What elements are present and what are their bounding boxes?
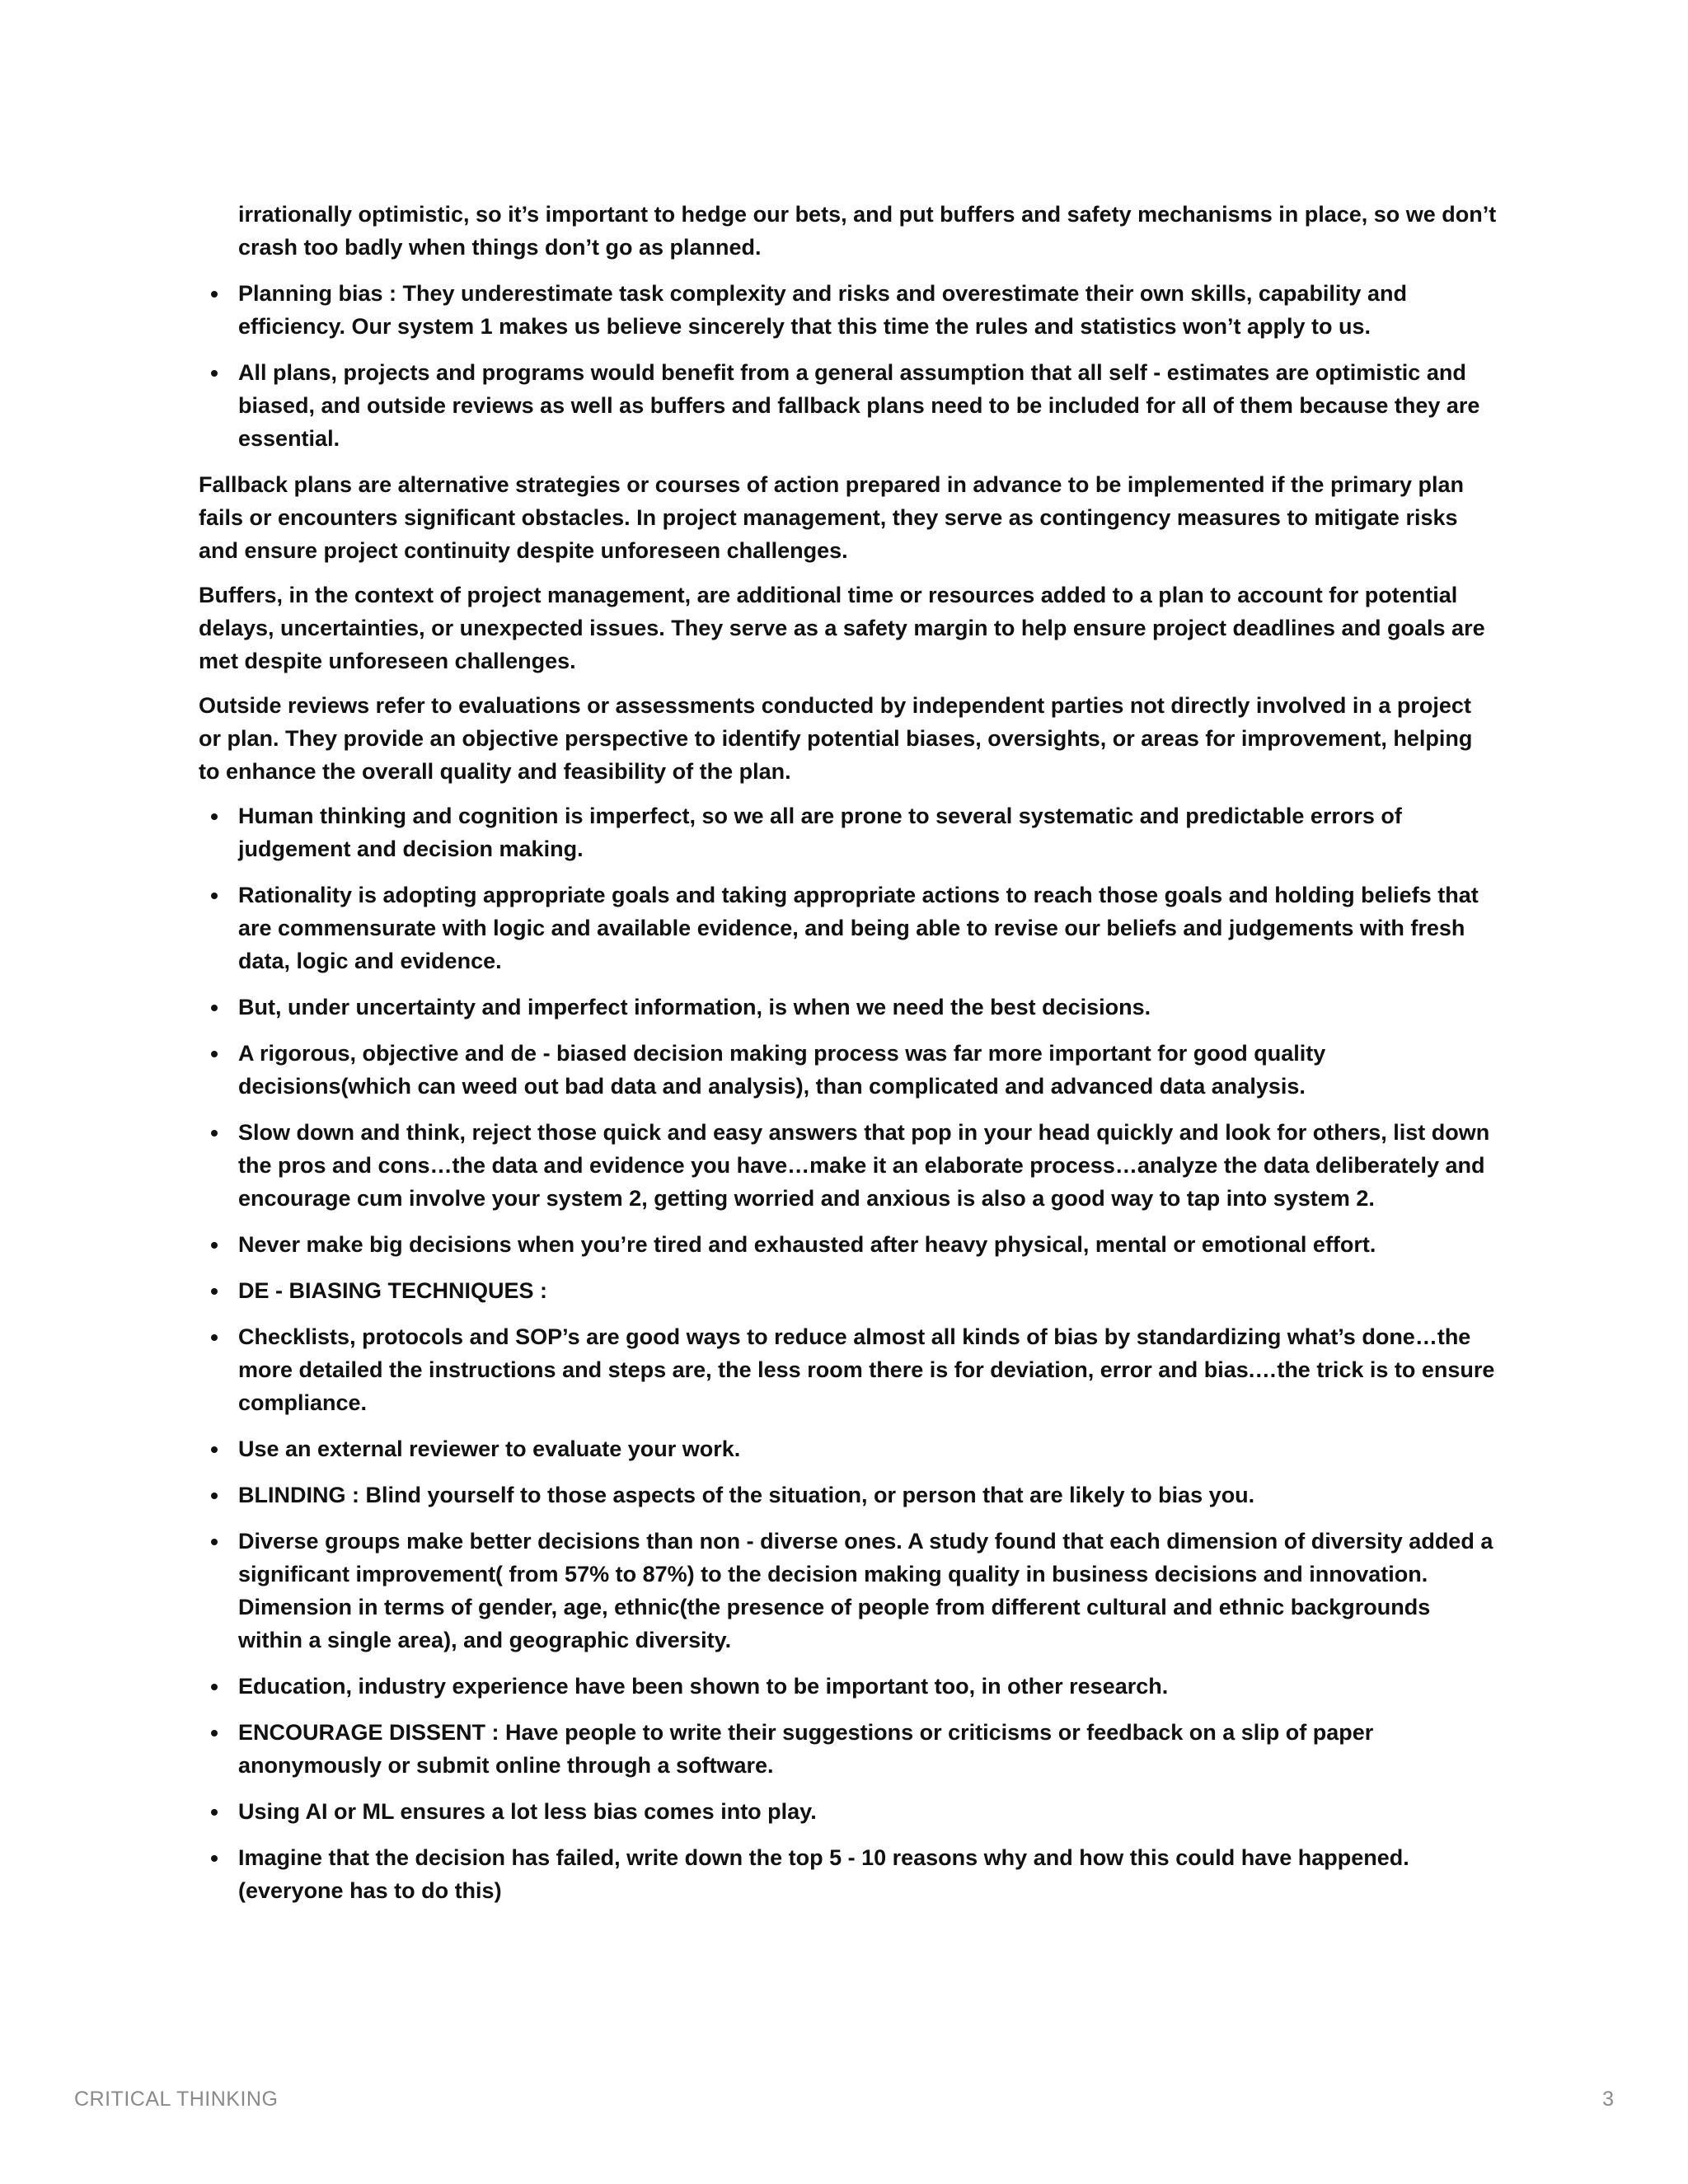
bullet-icon	[211, 1005, 218, 1011]
bullet-icon	[211, 1288, 218, 1295]
bullet-icon	[211, 1242, 218, 1249]
list-item	[199, 1670, 1497, 1703]
bullet-icon	[211, 1539, 218, 1545]
list-item-text: Using AI or ML ensures a lot less bias comes into play.	[238, 1799, 817, 1824]
list-item-text: Diverse groups make better decisions than non - diverse ones. A study found that each dimension of diversity added a significant improvement( from 57% to 87%) to the decision making quality in business decisions and innovation. Dimension in terms of gender, age, ethnic(the presence of people from different cultural and ethnic backgrounds within a single area), and geographic diversity.	[238, 1529, 1493, 1652]
list-item	[199, 1228, 1497, 1261]
bullet-icon	[211, 291, 218, 298]
bullet-icon	[211, 1730, 218, 1736]
list-item	[199, 1037, 1497, 1103]
paragraph-outside-reviews: Outside reviews refer to evaluations or assessments conducted by independent parties not directly involved in a project or plan. They provide an objective perspective to identify potential biases, oversights, or areas for improvement, helping to enhance the overall quality and feasibility of the plan.	[199, 693, 1473, 784]
list-item	[199, 1479, 1497, 1511]
paragraph-fallback-plans: Fallback plans are alternative strategies or courses of action prepared in advance to be implemented if the primary plan fails or encounters significant obstacles. In project management, they serve as contingency measures to mitigate risks and ensure project continuity despite unforeseen challenges.	[199, 472, 1464, 563]
list-item	[199, 1116, 1497, 1215]
bullet-list-planning	[199, 277, 1497, 455]
list-item	[199, 799, 1497, 865]
list-item	[199, 1525, 1497, 1657]
continued-bullet-text: irrationally optimistic, so it’s important to hedge our bets, and put buffers and safety mechanisms in place, so we don’t crash too badly when things don’t go as planned.	[238, 202, 1497, 260]
bullet-icon	[211, 1051, 218, 1057]
bullet-icon	[211, 1446, 218, 1453]
list-item	[199, 1795, 1497, 1828]
bullet-icon	[211, 1809, 218, 1816]
list-item-text: ENCOURAGE DISSENT : Have people to write their suggestions or criticisms or feedback on a slip of paper anonymously or submit online through a software.	[238, 1720, 1374, 1778]
page-number: 3	[1602, 2088, 1614, 2111]
bullet-icon	[211, 893, 218, 899]
list-item	[199, 1432, 1497, 1465]
list-item	[199, 356, 1497, 455]
bullet-icon	[211, 1855, 218, 1862]
footer-title: CRITICAL THINKING	[74, 2088, 279, 2111]
bullet-icon	[211, 1334, 218, 1341]
list-item-text: BLINDING : Blind yourself to those aspects of the situation, or person that are likely to bias you.	[238, 1483, 1255, 1507]
page-content	[199, 198, 1497, 1920]
list-item	[199, 1274, 1497, 1307]
list-item	[199, 1841, 1497, 1907]
list-item-text: All plans, projects and programs would benefit from a general assumption that all self - estimates are optimistic and biased, and outside reviews as well as buffers and fallback plans need to be included for all of them because they are essential.	[238, 360, 1480, 451]
bullet-icon	[211, 1130, 218, 1137]
list-item-text: Never make big decisions when you’re tired and exhausted after heavy physical, mental or emotional effort.	[238, 1232, 1376, 1257]
list-item	[199, 1320, 1497, 1419]
list-item-text: But, under uncertainty and imperfect information, is when we need the best decisions.	[238, 995, 1151, 1019]
list-item	[199, 277, 1497, 343]
list-item-text: Education, industry experience have been shown to be important too, in other research.	[238, 1674, 1169, 1699]
bullet-icon	[211, 813, 218, 820]
list-item	[199, 991, 1497, 1024]
list-item-text: Planning bias : They underestimate task complexity and risks and overestimate their own skills, capability and efficiency. Our system 1 makes us believe sincerely that this time the rules and statistics won’t apply to us.	[238, 281, 1407, 339]
list-item-text: Slow down and think, reject those quick and easy answers that pop in your head quickly and look for others, list down the pros and cons…the data and evidence you have…make it an elaborate process…analyze the data deliberately and encourage cum involve your system 2, getting worried and anxious is also a good way to tap into system 2.	[238, 1120, 1490, 1211]
list-item-text: Use an external reviewer to evaluate your work.	[238, 1436, 741, 1461]
bullet-icon	[211, 1684, 218, 1690]
list-item	[199, 1716, 1497, 1782]
list-item-text: Checklists, protocols and SOP’s are good ways to reduce almost all kinds of bias by standardizing what’s done…the more detailed the instructions and steps are, the less room there is for deviation, error and bias.…the trick is to ensure compliance.	[238, 1324, 1495, 1415]
list-item-text: Human thinking and cognition is imperfect, so we all are prone to several systematic and predictable errors of judgement and decision making.	[238, 804, 1402, 861]
list-item	[199, 879, 1497, 977]
list-item-text: Imagine that the decision has failed, write down the top 5 - 10 reasons why and how this could have happened. (everyone has to do this)	[238, 1845, 1409, 1903]
paragraph-buffers: Buffers, in the context of project management, are additional time or resources added to a plan to account for potential delays, uncertainties, or unexpected issues. They serve as a safety margin to help ensure project deadlines and goals are met despite unforeseen challenges.	[199, 583, 1485, 673]
list-item-text: Rationality is adopting appropriate goals and taking appropriate actions to reach those goals and holding beliefs that are commensurate with logic and available evidence, and being able to revise our beliefs and judgements with fresh data, logic and evidence.	[238, 883, 1479, 973]
list-item-text: A rigorous, objective and de - biased decision making process was far more important for good quality decisions(which can weed out bad data and analysis), than complicated and advanced data analysis.	[238, 1041, 1326, 1099]
bullet-icon	[211, 1493, 218, 1499]
list-item-text: DE - BIASING TECHNIQUES :	[238, 1278, 548, 1303]
bullet-icon	[211, 370, 218, 377]
bullet-list-debiasing	[199, 799, 1497, 1907]
